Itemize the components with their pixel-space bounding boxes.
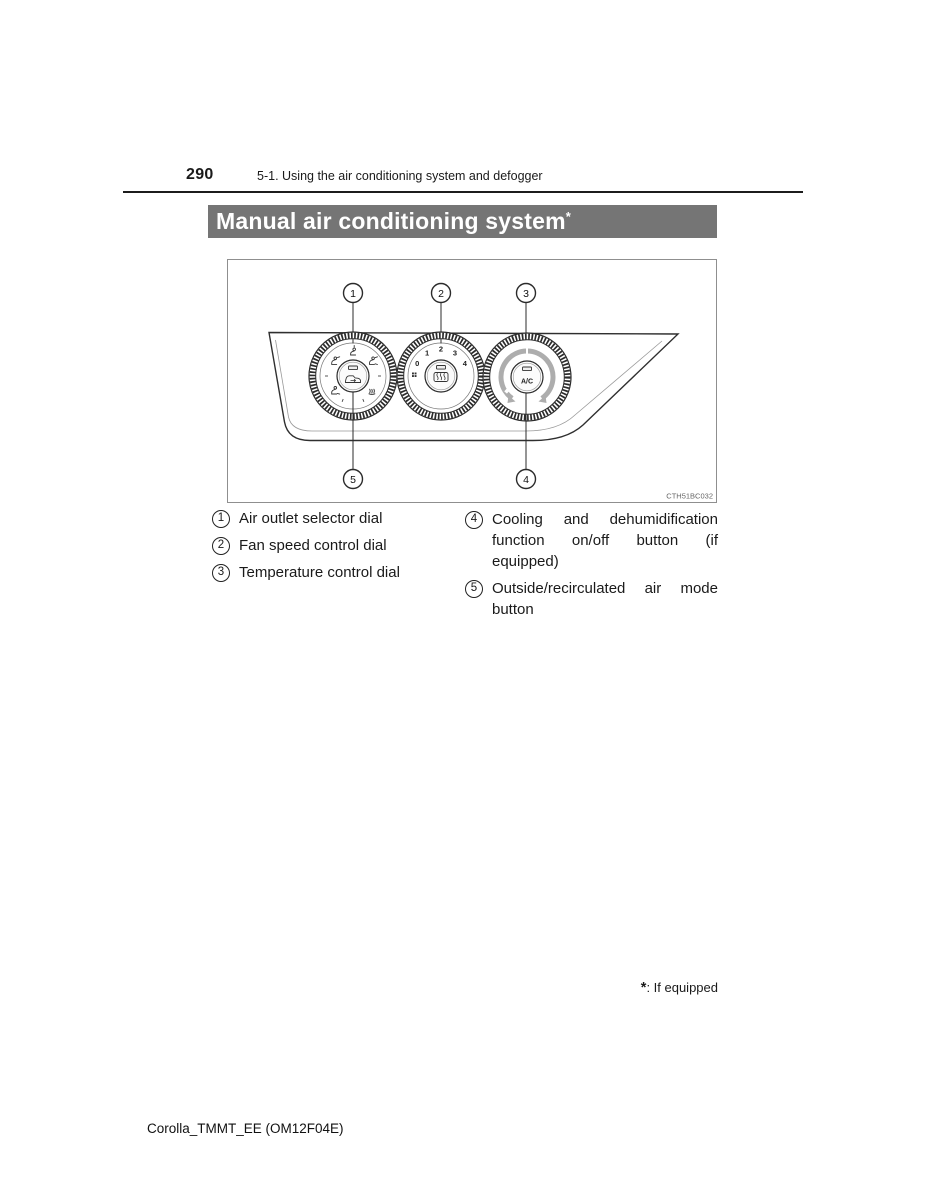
ac-button-label: A/C xyxy=(520,378,534,386)
callout-5 xyxy=(344,470,363,489)
legend-num-3: 3 xyxy=(212,564,230,582)
ac-panel-diagram xyxy=(228,260,716,502)
recirculated-air-button xyxy=(337,360,369,392)
legend-item-3 xyxy=(212,563,462,583)
fan-speed-dial xyxy=(397,332,485,420)
title-asterisk: * xyxy=(565,209,572,224)
svg-text:3: 3 xyxy=(452,348,457,358)
callout-4 xyxy=(517,470,536,489)
svg-text:4: 4 xyxy=(462,358,467,368)
document-code: Corolla_TMMT_EE (OM12F04E) xyxy=(147,1121,344,1136)
legend-label-3: Temperature control dial xyxy=(239,564,400,581)
section-title-bar xyxy=(208,205,717,238)
figure-code: CTH51BC032 xyxy=(666,491,713,501)
callout-2 xyxy=(432,284,451,303)
svg-text:1: 1 xyxy=(425,348,430,358)
footnote-asterisk: * xyxy=(640,980,647,996)
legend-item-2 xyxy=(212,536,462,556)
footnote-text: : If equipped xyxy=(646,980,718,995)
legend-label-2: Fan speed control dial xyxy=(239,537,387,554)
indicator-light xyxy=(437,366,446,370)
section-title: Manual air conditioning system xyxy=(216,208,566,234)
legend-label-4: Cooling and dehumidification function on/off button (if equipped) xyxy=(492,511,718,570)
legend-num-4: 4 xyxy=(465,511,483,529)
svg-text:5: 5 xyxy=(350,473,356,486)
indicator-light xyxy=(523,367,532,371)
svg-text:1: 1 xyxy=(350,287,356,300)
callout-3 xyxy=(517,284,536,303)
rear-defogger-button xyxy=(425,360,457,392)
legend-label-1: Air outlet selector dial xyxy=(239,510,383,527)
svg-text:4: 4 xyxy=(523,473,529,486)
legend-item-1 xyxy=(212,509,462,529)
ac-button xyxy=(511,361,543,393)
legend-item-5 xyxy=(465,578,718,620)
svg-text:0: 0 xyxy=(415,358,420,368)
legend-item-4 xyxy=(465,509,718,572)
legend-num-2: 2 xyxy=(212,537,230,555)
svg-text:3: 3 xyxy=(523,287,529,300)
temperature-control-dial xyxy=(483,333,571,421)
ac-panel-figure xyxy=(227,259,717,503)
svg-text:2: 2 xyxy=(438,344,444,354)
legend-num-5: 5 xyxy=(465,580,483,598)
legend-left-column xyxy=(212,509,462,590)
header-rule xyxy=(123,191,803,193)
callout-1 xyxy=(344,284,363,303)
page-number: 290 xyxy=(186,166,214,183)
svg-text:2: 2 xyxy=(438,287,444,300)
legend-right-column xyxy=(465,509,718,626)
legend-label-5: Outside/recirculated air mode button xyxy=(492,580,718,618)
legend-num-1: 1 xyxy=(212,510,230,528)
indicator-light xyxy=(349,366,358,370)
section-header: 5-1. Using the air conditioning system and defogger xyxy=(257,169,543,183)
footnote xyxy=(641,980,718,996)
